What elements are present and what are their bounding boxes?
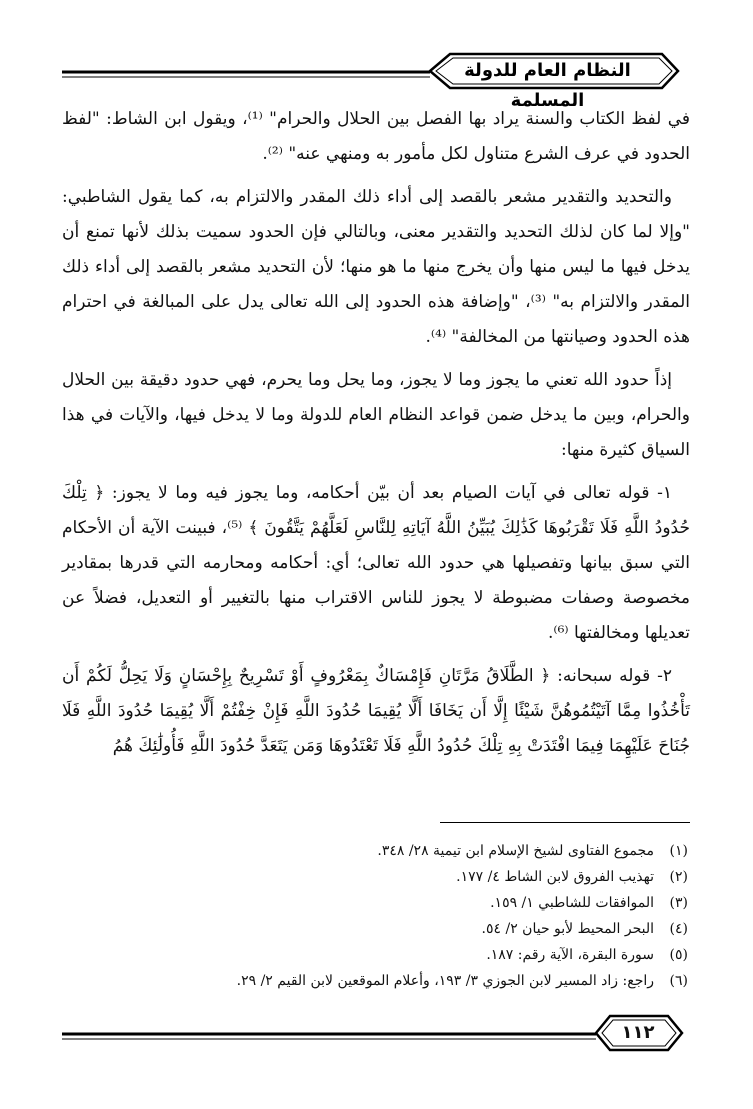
footnote-item <box>120 890 688 916</box>
footnote-item <box>120 968 688 994</box>
running-header-title: النظام العام للدولة المسلمة <box>464 60 631 111</box>
footnote-item <box>120 864 688 890</box>
paragraph-2: والتحديد والتقدير مشعر بالقصد إلى أداء ذلك المقدر والالتزام به، كما يقول الشاطبي: "وإلا لما كان لذلك التحديد والتقدير معنى، وبالتالي فإن الحدود سميت بذلك لأنها تمنع أن يدخل فيها ما ليس منها وأن يخرج منها ما هو منها؛ لأن التحديد مشعر بالقصد إلى أداء ذلك المقدر والالتزام به" ⁽³⁾، "وإضافة هذه الحدود إلى الله تعالى يدل على المبالغة في احترام هذه الحدود وصيانتها من المخالفة" ⁽⁴⁾. <box>62 187 690 347</box>
paragraph-4: ١- قوله تعالى في آيات الصيام بعد أن بيّن أحكامه، وما يجوز فيه وما لا يجوز: ﴿ تِلْكَ حُدُودُ اللَّهِ فَلَا تَقْرَبُوهَا كَذَٰلِكَ يُبَيِّنُ اللَّهُ آيَاتِهِ لِلنَّاسِ لَعَلَّهُمْ يَتَّقُونَ ﴾ ⁽⁵⁾، فبينت الآية أن الأحكام التي سبق بيانها وتفصيلها هي حدود الله تعالى؛ أي: أحكامه ومحارمه التي قدرها بمقادير مخصوصة وصفات مضبوطة لا يجوز للناس الاقتراب منها بالتغيير أو التعديل، فضلاً عن تعديلها ومخالفتها ⁽⁶⁾. <box>62 483 690 643</box>
footnote-item <box>120 942 688 968</box>
footnote-text: تهذيب الفروق لابن الشاط ٤/ ١٧٧. <box>456 869 654 885</box>
footnote-item <box>120 838 688 864</box>
footnote-number: (٤) <box>669 921 688 937</box>
footnote-text: البحر المحيط لأبو حيان ٢/ ٥٤. <box>481 921 654 937</box>
footnote-number: (٥) <box>669 947 688 963</box>
page-number: ١١٢ <box>621 1022 655 1043</box>
main-body-text <box>62 102 690 772</box>
paragraph-1: في لفظ الكتاب والسنة يراد بها الفصل بين الحلال والحرام" ⁽¹⁾، ويقول ابن الشاط: "لفظ الحدود في عرف الشرع متناول لكل مأمور به ومنهي عنه" ⁽²⁾. <box>62 109 691 164</box>
footnote-divider <box>440 822 690 823</box>
page-header <box>0 38 753 111</box>
footnote-text: سورة البقرة، الآية رقم: ١٨٧. <box>486 947 654 963</box>
paragraph-5: ٢- قوله سبحانه: ﴿ الطَّلَاقُ مَرَّتَانِ فَإِمْسَاكٌ بِمَعْرُوفٍ أَوْ تَسْرِيحٌ بِإِحْسَانٍ وَلَا يَحِلُّ لَكُمْ أَن تَأْخُذُوا مِمَّا آتَيْتُمُوهُنَّ شَيْئًا إِلَّا أَن يَخَافَا أَلَّا يُقِيمَا حُدُودَ اللَّهِ فَإِنْ خِفْتُمْ أَلَّا يُقِيمَا حُدُودَ اللَّهِ فَلَا جُنَاحَ عَلَيْهِمَا فِيمَا افْتَدَتْ بِهِ تِلْكَ حُدُودُ اللَّهِ فَلَا تَعْتَدُوهَا وَمَن يَتَعَدَّ حُدُودَ اللَّهِ فَأُولَٰئِكَ هُمُ <box>62 666 690 756</box>
footnote-text: راجع: زاد المسير لابن الجوزي ٣/ ١٩٣، وأعلام الموقعين لابن القيم ٢/ ٢٩. <box>236 973 654 989</box>
footnote-number: (١) <box>669 843 688 859</box>
footnote-number: (٣) <box>669 895 688 911</box>
paragraph-3: إذاً حدود الله تعني ما يجوز وما لا يجوز، وما يحل وما يحرم، فهي حدود دقيقة بين الحلال والحرام، وبين ما يدخل ضمن قواعد النظام العام للدولة وما لا يدخل فيها، والآيات في هذا السياق كثيرة منها: <box>62 370 690 460</box>
footnote-text: الموافقات للشاطبي ١/ ١٥٩. <box>490 895 654 911</box>
footnote-item <box>120 916 688 942</box>
footnote-number: (٢) <box>669 869 688 885</box>
footnotes <box>120 838 688 994</box>
page-footer <box>0 1010 753 1060</box>
footnote-text: مجموع الفتاوى لشيخ الإسلام ابن تيمية ٢٨/ ٣٤٨. <box>377 843 654 859</box>
footnote-number: (٦) <box>669 973 688 989</box>
